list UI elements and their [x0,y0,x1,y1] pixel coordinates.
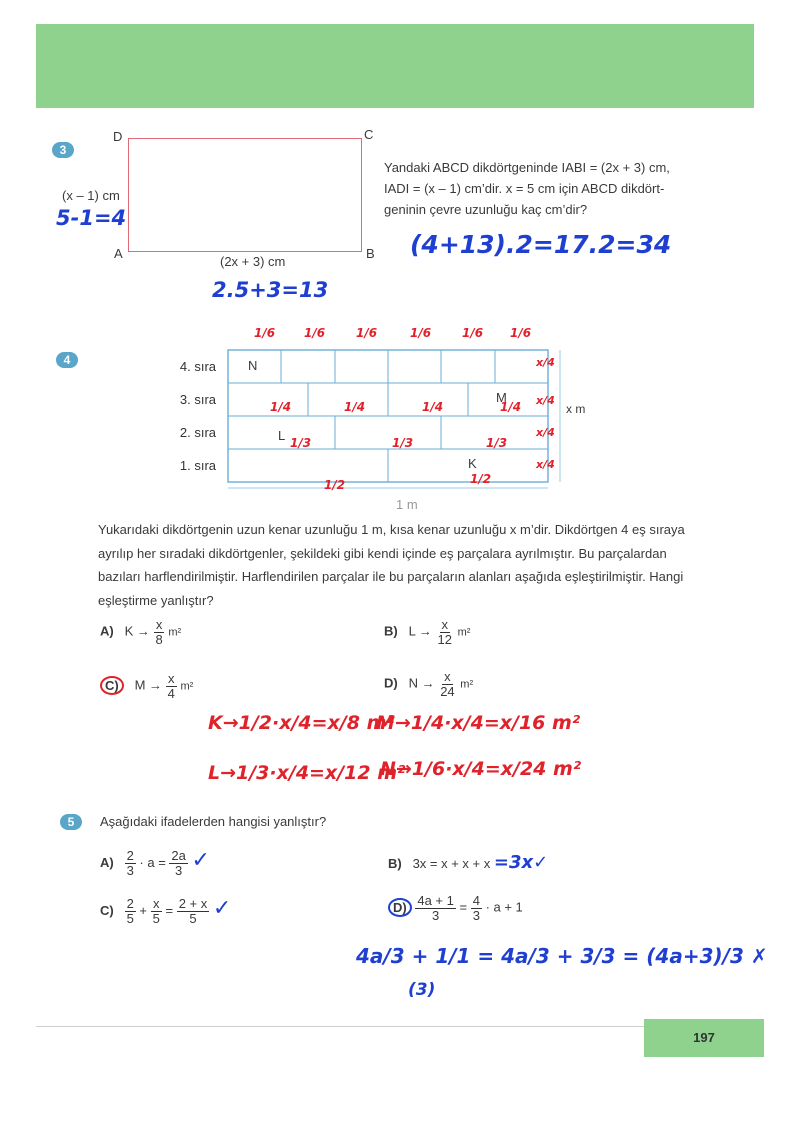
hw-work-k: K→1/2·x/4=x/8 m² [208,712,395,734]
row-label-1: 1. sıra [179,458,216,473]
vertex-d: D [113,129,123,144]
vertex-b: B [366,246,375,261]
hw-frac-r2-3: 1/3 [486,436,508,450]
page-number: 197 [644,1019,764,1057]
hw-frac-r4-1: 1/6 [254,326,276,340]
question-5-text: Aşağıdaki ifadelerden hangisi yanlıştır? [100,814,327,829]
hw-work-m: M→1/4·x/4=x/16 m² [376,712,581,734]
q4-option-a[interactable]: A) K → $\frac{x}{8}$ m² [100,617,182,647]
question-5-badge: 5 [60,814,82,830]
hw-work-l: L→1/3·x/4=x/12 m² [208,762,406,784]
question-4-text: Yukarıdaki dikdörtgenin uzun kenar uzunluğu 1 m, kısa kenar uzunluğu x m’dir. Dikdörtgen 4 eş sıraya ayrılıp her sıradaki dikdörtgenler, şekildeki gibi kendi içinde eş parçalara ayrılmıştır. Bu parçalardan bazıları harflendirilmiştir. Harflendirilen parçalar ile bu parçaların alanları aşağıda eşleştirilmiştir. Hangi eşleştirme yanlıştır? [98,522,685,608]
check-icon: ✓ [212,896,232,921]
hw-frac-r3-3: 1/4 [422,400,444,414]
hw-frac-r2-1: 1/3 [290,436,312,450]
hw-frac-r2-2: 1/3 [392,436,414,450]
question-3-text: Yandaki ABCD dikdörtgeninde IABI = (2x + 3) cm, IADI = (x – 1) cm’dir. x = 5 cm için ABCD dikdört- geninin çevre uzunluğu kaç cm’dir? [384,160,670,217]
header-band [36,24,754,108]
vertex-c: C [364,127,374,142]
hw-frac-r1-1: 1/2 [324,478,346,492]
hw-side-frac-2: x/4 [536,394,555,407]
row-label-3: 3. sıra [179,392,216,407]
hw-frac-r4-3: 1/6 [356,326,378,340]
hw-frac-r1-2: 1/2 [470,472,492,486]
hw-frac-r3-4: 1/4 [500,400,522,414]
piece-l: L [278,428,286,443]
q5-option-b[interactable]: B) 3x = x + x + x =3x✓ [388,852,549,873]
hw-frac-r3-1: 1/4 [270,400,292,414]
question-3-badge: 3 [52,142,74,158]
piece-m: M [496,390,507,405]
q4-option-d[interactable]: D) N → $\frac{x}{24}$ m² [384,669,474,699]
q5-option-c[interactable]: C) $\frac{2}{5}$ + $\frac{x}{5}$ = $\frac{2 + x}{5}$ ✓ [100,896,232,927]
piece-k: K [468,456,477,471]
hw-base-calc: 2.5+3=13 [212,278,329,302]
hw-side-frac-4: x/4 [536,458,555,471]
grid-diagram [220,340,580,500]
piece-n: N [248,358,258,373]
hw-q5-note: (3) [408,980,436,1000]
q4-option-c-circle: C) [100,676,124,695]
hw-side-frac-3: x/4 [536,426,555,439]
check-icon: ✓ [191,848,210,873]
q5-option-d[interactable]: D) $\frac{4a + 1}{3}$ = $\frac{4}{3}$ · a + 1 [388,894,523,922]
hw-frac-r4-6: 1/6 [510,326,532,340]
row-label-4: 4. sıra [179,359,216,374]
hw-frac-r4-2: 1/6 [304,326,326,340]
hw-q5-work: 4a/3 + 1/1 = 4a/3 + 3/3 = (4a+3)/3 ✗ [356,944,768,968]
hw-work-n: N→1/6·x/4=x/24 m² [380,758,582,780]
q4-option-c[interactable]: C) M → $\frac{x}{4}$ m² [100,672,193,700]
rectangle-abcd [128,138,362,252]
hw-frac-r4-5: 1/6 [462,326,484,340]
hw-frac-r4-4: 1/6 [410,326,432,340]
hw-side-frac-1: x/4 [536,356,555,369]
side-ab-label: (2x + 3) cm [220,254,286,269]
q5-option-a[interactable]: A) $\frac{2}{3}$ · a = $\frac{2a}{3}$ ✓ [100,848,210,879]
vertex-a: A [114,246,123,261]
q4-option-b[interactable]: B) L → $\frac{x}{12}$ m² [384,617,471,647]
height-label: x m [566,402,586,416]
width-label: 1 m [396,497,418,512]
question-4-badge: 4 [56,352,78,368]
q5-option-d-circle: D) [388,898,412,917]
hw-frac-r3-2: 1/4 [344,400,366,414]
hw-perimeter-answer: (4+13).2=17.2=34 [410,230,672,259]
hw-side-calc: 5-1=4 [56,206,127,230]
row-label-2: 2. sıra [179,425,216,440]
side-ad-label: (x – 1) cm [62,188,120,203]
